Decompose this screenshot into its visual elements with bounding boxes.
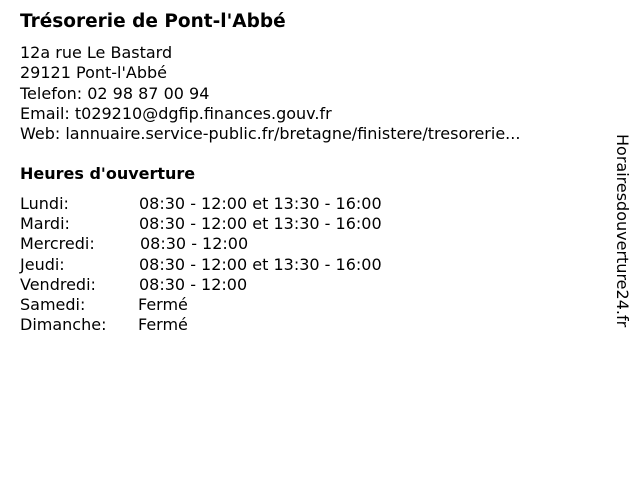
day-label: Dimanche: (20, 315, 107, 335)
day-label: Vendredi: (20, 274, 96, 294)
website-url: Web: lannuaire.service-public.fr/bretagne/finistere/tresorerie... (20, 124, 521, 144)
day-hours: 08:30 - 12:00 (140, 234, 249, 254)
day-label: Mercredi: (20, 234, 95, 254)
opening-hours-heading: Heures d'ouverture (20, 164, 196, 183)
day-label: Samedi: (20, 294, 86, 314)
street-address: 12a rue Le Bastard (20, 43, 173, 62)
email-address: Email: t029210@dgfip.finances.gouv.fr (20, 103, 332, 123)
day-hours: 08:30 - 12:00 et 13:30 - 16:00 (139, 214, 382, 234)
page-title: Trésorerie de Pont-l'Abbé (20, 11, 286, 32)
address-block (20, 43, 520, 144)
phone-number: Telefon: 02 98 87 00 94 (20, 83, 210, 103)
day-hours: 08:30 - 12:00 (139, 274, 248, 294)
day-hours: Fermé (138, 315, 188, 335)
day-hours: 08:30 - 12:00 et 13:30 - 16:00 (139, 254, 382, 274)
day-label: Jeudi: (20, 254, 65, 274)
day-label: Mardi: (20, 214, 70, 234)
day-hours: 08:30 - 12:00 et 13:30 - 16:00 (139, 194, 382, 213)
day-label: Lundi: (20, 194, 69, 213)
site-watermark: Horairesdouverture24.fr (613, 134, 632, 328)
city-postal: 29121 Pont-l'Abbé (20, 63, 167, 83)
day-hours: Fermé (138, 294, 188, 314)
